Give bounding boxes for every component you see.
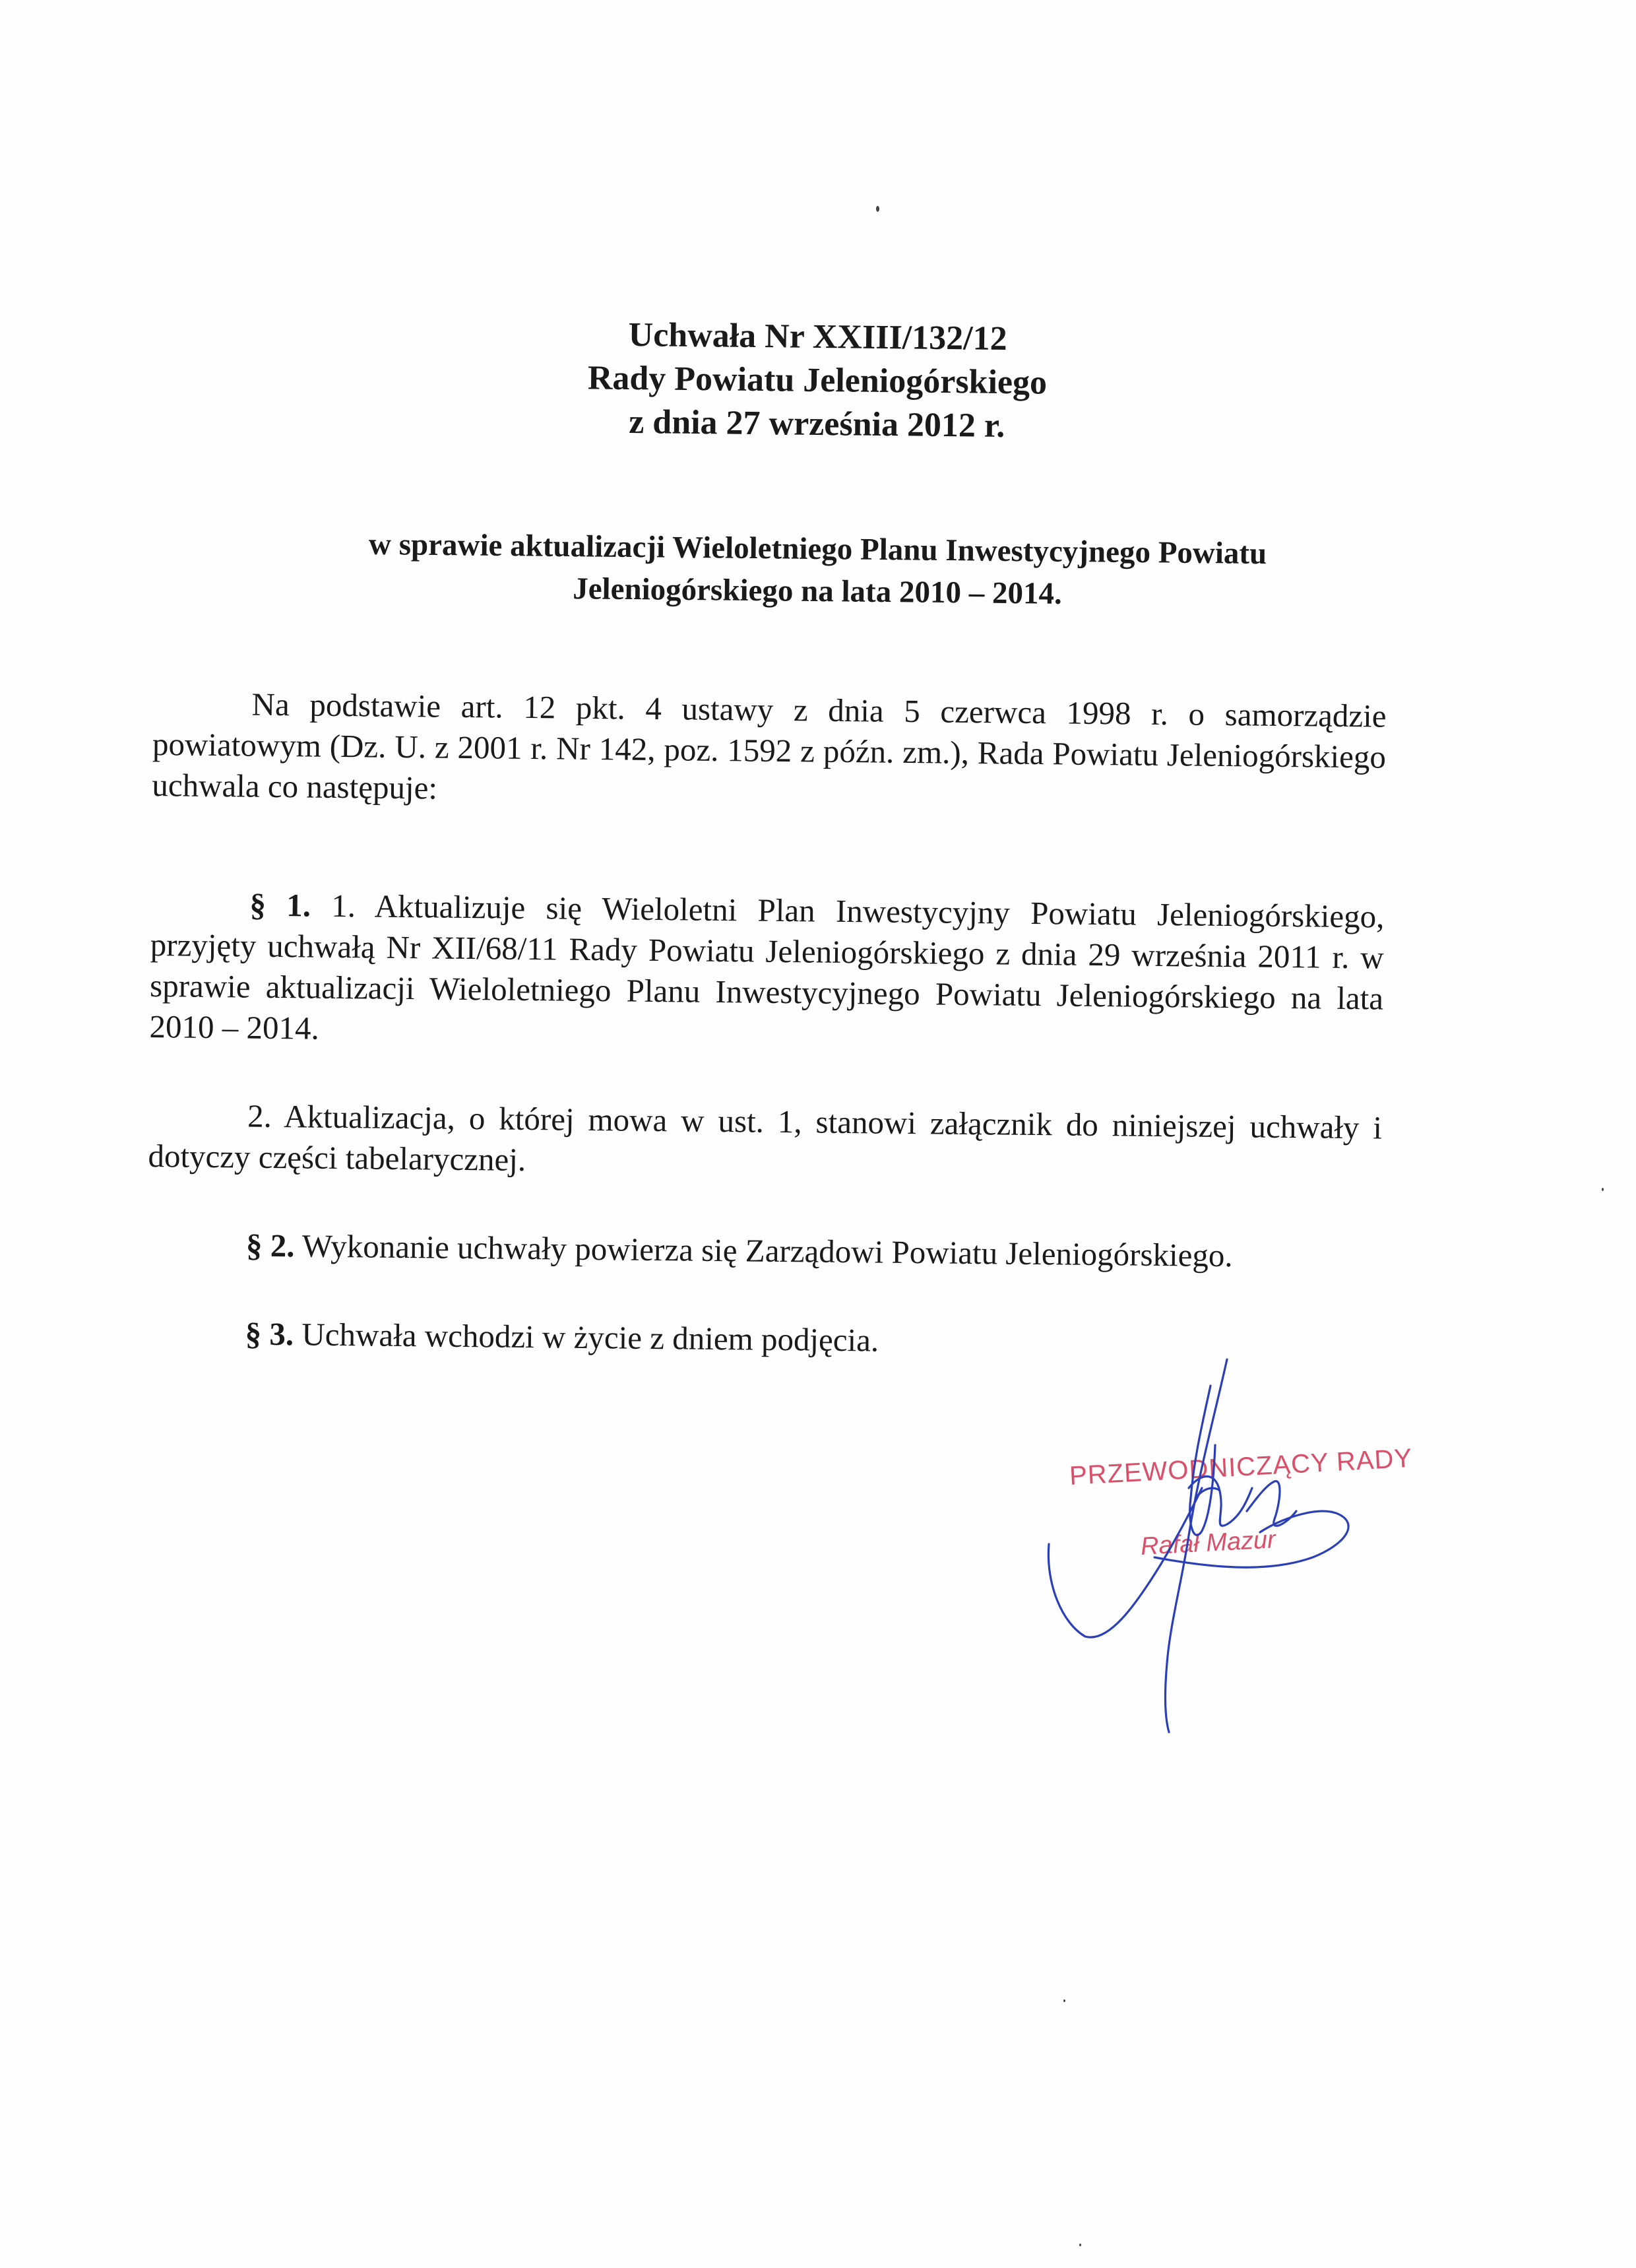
section-1-paragraph-1	[149, 884, 1384, 1060]
scan-speck	[1079, 2244, 1081, 2246]
resolution-subject	[0, 519, 1636, 621]
chairman-stamp-title: PRZEWODNICZĄCY RADY	[1069, 1443, 1414, 1491]
scan-speck	[1602, 1188, 1604, 1191]
resolution-body	[146, 683, 1387, 1367]
section-1-paragraph-2: 2. Aktualizacja, o której mowa w ust. 1, stanowi załącznik do niniejszej uchwały i dotyczy części tabelarycznej.	[148, 1097, 1383, 1178]
section-3-mark: § 3.	[245, 1315, 294, 1353]
scan-speck	[876, 206, 879, 212]
preamble: Na podstawie art. 12 pkt. 4 ustawy z dnia 5 czerwca 1998 r. o samorządzie powiatowym (Dz. U. z 2001 r. Nr 142, poz. 1592 z późn. zm.), Rada Powiatu Jeleniogórskiego uchwala co następuje:	[152, 686, 1387, 806]
subject-line-2: Jeleniogórskiego na lata 2010 – 2014.	[572, 571, 1063, 611]
scan-speck	[1063, 1999, 1065, 2002]
resolution-header	[0, 307, 1636, 455]
signature-block	[1029, 1346, 1414, 1755]
handwritten-signature	[1029, 1346, 1399, 1755]
section-1-mark: § 1.	[249, 886, 311, 924]
resolution-date: z dnia 27 września 2012 r.	[628, 403, 1005, 445]
resolution-number: Uchwała Nr XXIII/132/12	[628, 315, 1007, 358]
section-2-mark: § 2.	[245, 1227, 295, 1264]
section-2-text: Wykonanie uchwały powierza się Zarządowi Powiatu Jeleniogórskiego.	[301, 1227, 1233, 1274]
section-3-text: Uchwała wchodzi w życie z dniem podjęcia.	[301, 1316, 879, 1359]
section-1-paragraph-1-text: 1. Aktualizuje się Wieloletni Plan Inwestycyjny Powiatu Jeleniogórskiego, przyjęty uchwałą Nr XII/68/11 Rady Powiatu Jeleniogórskiego z dnia 29 września 2011 r. w sprawie aktualizacji Wieloletniego Planu Inwestycyjnego Powiatu Jeleniogórskiego na lata 2010 – 2014.	[149, 887, 1385, 1047]
chairman-stamp-name: Rafał Mazur	[1140, 1526, 1276, 1561]
issuing-body: Rady Powiatu Jeleniogórskiego	[587, 359, 1048, 402]
subject-line-1: w sprawie aktualizacji Wieloletniego Planu Inwestycyjnego Powiatu	[368, 527, 1267, 571]
